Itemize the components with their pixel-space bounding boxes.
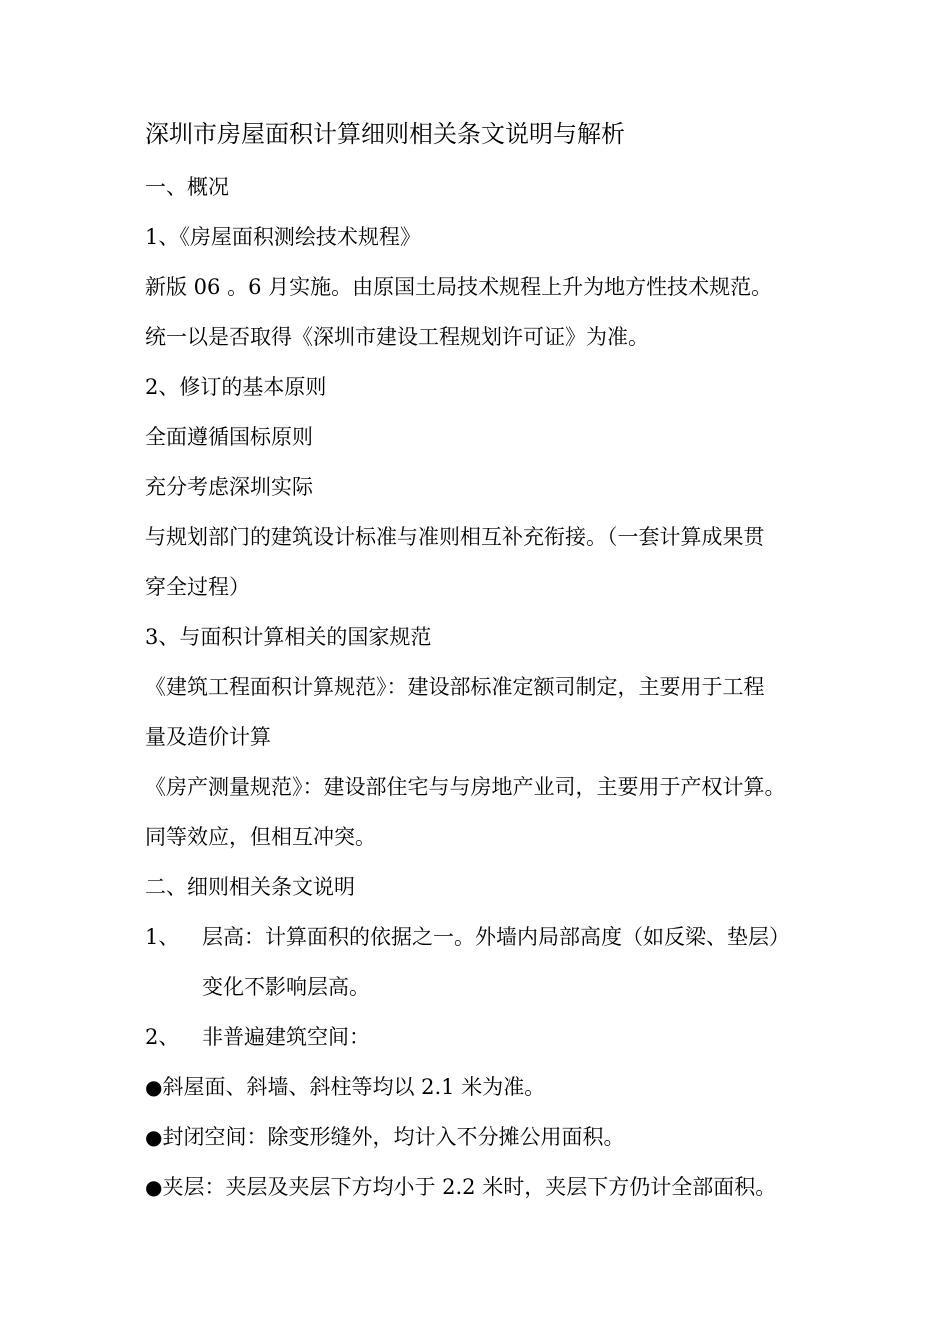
- item-text: 层高：计算面积的依据之一。外墙内局部高度（如反梁、垫层）: [202, 925, 790, 949]
- item-continuation: 变化不影响层高。: [202, 975, 370, 999]
- bullet-text: 封闭空间：除变形缝外，均计入不分摊公用面积。: [162, 1125, 625, 1149]
- item-heading-principles: 2、修订的基本原则: [145, 375, 327, 399]
- paragraph-line: 《建筑工程面积计算规范》：建设部标准定额司制定，主要用于工程: [145, 675, 765, 699]
- bullet-text: 夹层：夹层及夹层下方均小于 2.2 米时，夹层下方仍计全部面积。: [162, 1175, 777, 1199]
- item-number: 2、: [145, 1025, 180, 1049]
- bullet-dot-icon: ●: [145, 1125, 163, 1149]
- document-page: [145, 112, 815, 1212]
- section-heading-overview: 一、概况: [145, 175, 229, 199]
- paragraph-line: 统一以是否取得《深圳市建设工程规划许可证》为准。: [145, 325, 649, 349]
- bullet-item: [145, 1162, 815, 1212]
- bullet-dot-icon: ●: [145, 1075, 163, 1099]
- document-title: 深圳市房屋面积计算细则相关条文说明与解析: [145, 120, 625, 148]
- paragraph-line: 《房产测量规范》：建设部住宅与与房地产业司，主要用于产权计算。: [145, 775, 786, 799]
- paragraph-line: 充分考虑深圳实际: [145, 475, 313, 499]
- paragraph-line: 全面遵循国标原则: [145, 425, 313, 449]
- item-heading-national-standards: 3、与面积计算相关的国家规范: [145, 625, 432, 649]
- paragraph-line: 穿全过程）: [145, 575, 250, 599]
- paragraph-line: 同等效应，但相互冲突。: [145, 825, 376, 849]
- numbered-item-floor-height: [145, 912, 815, 962]
- item-text: 非普遍建筑空间：: [202, 1025, 370, 1049]
- paragraph-line: 新版 06 。6 月实施。由原国土局技术规程上升为地方性技术规范。: [145, 275, 773, 299]
- section-heading-explanations: 二、细则相关条文说明: [145, 875, 355, 899]
- bullet-item: [145, 1062, 815, 1112]
- paragraph-line: 量及造价计算: [145, 725, 271, 749]
- item-number: 1、: [145, 925, 180, 949]
- paragraph-line: 与规划部门的建筑设计标准与准则相互补充衔接。（一套计算成果贯: [145, 525, 765, 549]
- bullet-item: [145, 1112, 815, 1162]
- item-heading-regulation: 1、《房屋面积测绘技术规程》: [145, 225, 421, 249]
- numbered-item-special-spaces: [145, 1012, 815, 1062]
- bullet-dot-icon: ●: [145, 1175, 163, 1199]
- bullet-text: 斜屋面、斜墙、斜柱等均以 2.1 米为准。: [162, 1075, 546, 1099]
